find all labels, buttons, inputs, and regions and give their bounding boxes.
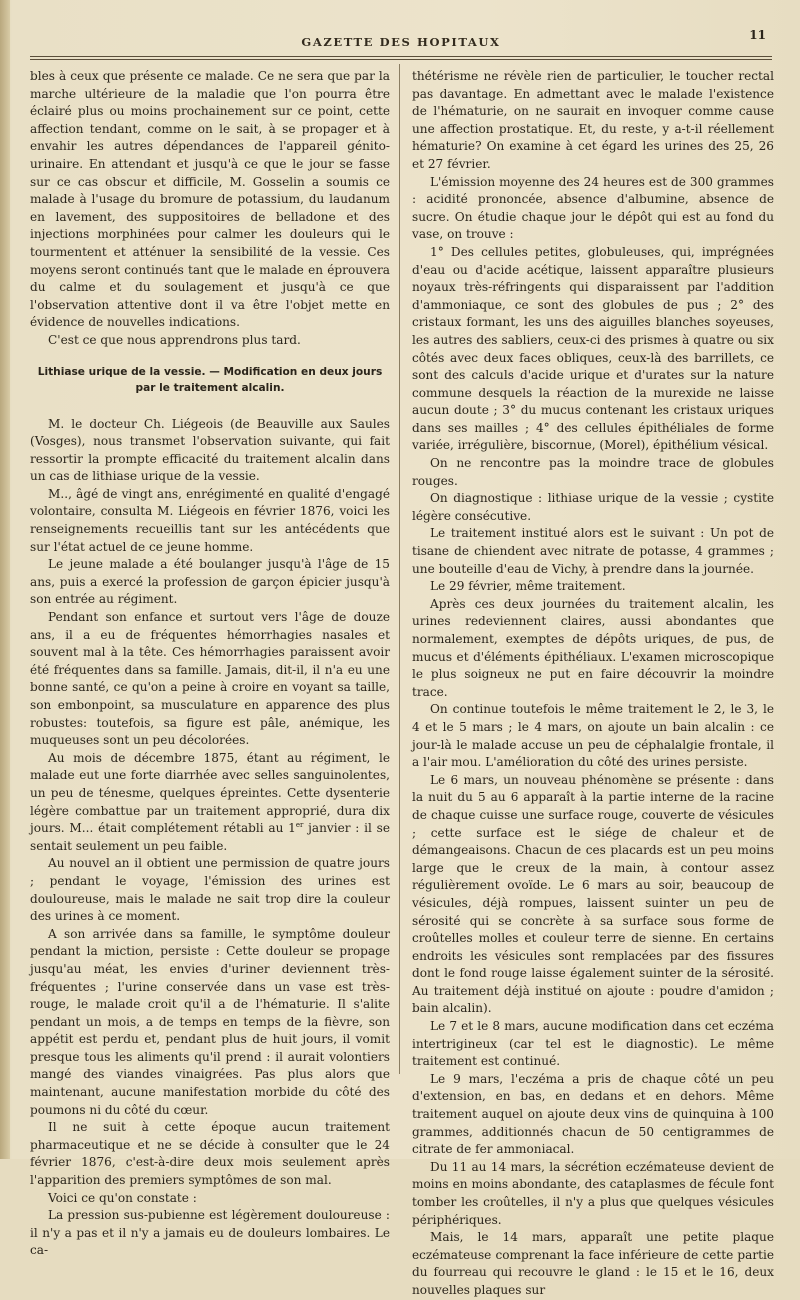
paragraph: Voici ce qu'on constate : [48, 1190, 197, 1205]
paragraph: On diagnostique : lithiase urique de la vessie ; cystite légère consécutive. [412, 491, 774, 523]
paragraph: L'émission moyenne des 24 heures est de 300 grammes : acidité prononcée, absence d'albumine, absence de sucre. On étudie chaque jour le dépôt qui est au fond du vase, on trouve : [412, 174, 774, 242]
left-column [30, 68, 390, 1260]
paragraph: Le 9 mars, l'eczéma a pris de chaque côté un peu d'extension, en bas, en dedans et en dehors. Même traitement auquel on ajoute deux vins de quinquina à 100 grammes, additionnés chacun de 50 centigrammes de citrate de fer ammoniacal. [412, 1071, 774, 1157]
section-heading-line: par le traitement alcalin. [135, 381, 285, 394]
page-number: 11 [749, 28, 766, 42]
binding-edge [0, 0, 10, 1159]
header-rule-double [30, 59, 772, 60]
paragraph: On continue toutefois le même traitement le 2, le 3, le 4 et le 5 mars ; le 4 mars, on ajoute un bain alcalin : ce jour-là le malade accuse un peu de céphalalgie frontale, il a l'air mou. L'amélioration du côté des urines persiste. [412, 702, 774, 770]
right-column [412, 68, 774, 1300]
paragraph: Le traitement institué alors est le suivant : Un pot de tisane de chiendent avec nitrate de potasse, 4 grammes ; une bouteille d'eau de Vichy, à prendre dans la journée. [412, 526, 774, 576]
text-run: janvier : il se sentait seulement un peu faible. [30, 821, 390, 853]
page-header [30, 28, 772, 56]
paragraph: C'est ce que nous apprendrons plus tard. [48, 332, 301, 347]
paragraph: M.., âgé de vingt ans, enrégimenté en qualité d'engagé volontaire, consulta M. Liégeois en février 1876, voici les renseignements recueillis tant sur les antécédents que sur l'état actuel de ce jeune homme. [30, 486, 390, 554]
paragraph: On ne rencontre pas la moindre trace de globules rouges. [412, 456, 774, 488]
paragraph: bles à ceux que présente ce malade. Ce ne sera que par la marche ultérieure de la maladie que l'on pourra être éclairé plus ou moins prochainement sur ce point, cette affection tendant, comme on le sait, à se propager et à envahir les autres dépendances de l'appareil génito-urinaire. En attendant et jusqu'à ce que le jour se fasse sur ce cas obscur et difficile, M. Gosselin a soumis ce malade à l'usage du bromure de potassium, du laudanum en lavement, des suppositoires de belladone et des injections morphinées pour calmer les douleurs qui le tourmentent et atténuer la sensibilité de la vessie. Ces moyens seront continués tant que le malade en éprouvera du calme et du soulagement et jusqu'à ce que l'observation attentive dont il va être l'objet mette en évidence de nouvelles indications. [30, 69, 390, 330]
paragraph: Après ces deux journées du traitement alcalin, les urines redeviennent claires, aussi abondantes que normalement, exemptes de dépôts uriques, de pus, de mucus et d'éléments épithéliaux. L'examen microscopique le plus soigneux ne put en faire découvrir la moindre trace. [412, 596, 774, 699]
paragraph [30, 750, 390, 856]
journal-title: GAZETTE DES HOPITAUX [301, 35, 501, 49]
column-divider [399, 64, 400, 1074]
paragraph: thétérisme ne révèle rien de particulier, le toucher rectal pas davantage. En admettant avec le malade l'existence de l'hématurie, on ne saurait en invoquer comme cause une affection prostatique. Et, du reste, y a-t-il réellement hématurie? On examine à cet égard les urines des 25, 26 et 27 février. [412, 69, 774, 171]
paragraph: 1° Des cellules petites, globuleuses, qui, imprégnées d'eau ou d'acide acétique, laissent apparaître plusieurs noyaux très-réfringents qui disparaissent par l'addition d'ammoniaque, ce sont des globules de pus ; 2° des cristaux formant, les uns des aiguilles blanches soyeuses, les autres des sabliers, ceux-ci des prismes à quatre ou six côtés avec deux faces obliques, ceux-là des barrillets, ce sont des calculs d'acide urique et d'urates sur la nature commune desquels la réaction de la murexide ne laisse aucun doute ; 3° du mucus contenant les cristaux uriques dans ses mailles ; 4° des cellules épithéliales de forme variée, irrégulière, biscornue, (Morel), épithélium vésical. [412, 244, 774, 453]
paragraph: Le 29 février, même traitement. [430, 579, 626, 594]
section-heading [30, 364, 390, 396]
superscript: er [295, 821, 304, 830]
paragraph: Le 6 mars, un nouveau phénomène se présente : dans la nuit du 5 au 6 apparaît à la partie interne de la racine de chaque cuisse une surface rouge, couverte de vésicules ; cette surface est le siége de chaleur et de démangeaisons. Chacun de ces placards est un peu moins large que le creux de la main, à contour assez régulièrement ovoïde. Le 6 mars au soir, beaucoup de vésicules, déjà rompues, laissent suinter un peu de sérosité qui se concrète à sa surface sous forme de croûtelles molles et couleur terre de sienne. En certains endroits les vésicules sont remplacées par des fissures dont le fond rouge laisse également suinter de la sérosité. Au traitement déjà institué on ajoute : poudre d'amidon ; bain alcalin). [412, 772, 774, 1016]
section-heading-line: Lithiase urique de la vessie. — Modification en deux jours [37, 365, 383, 378]
header-rule [30, 56, 772, 57]
paragraph: M. le docteur Ch. Liégeois (de Beauville aux Saules (Vosges), nous transmet l'observation suivante, qui fait ressortir la prompte efficacité du traitement alcalin dans un cas de lithiase urique de la vessie. [30, 416, 390, 484]
paragraph: Pendant son enfance et surtout vers l'âge de douze ans, il a eu de fréquentes hémorrhagies nasales et souvent mal à la tête. Ces hémorrhagies paraissent avoir été fréquentes dans sa famille. Jamais, dit-il, il n'a eu une bonne santé, ce qu'on a peine à croire en voyant sa taille, son embonpoint, sa musculature en apparence des plus robustes: toutefois, sa figure est pâle, anémique, les muqueuses sont un peu décolorées. [30, 610, 390, 748]
paragraph: Du 11 au 14 mars, la sécrétion eczémateuse devient de moins en moins abondante, des cataplasmes de fécule font tomber les croûtelles, il n'y a plus que quelques vésicules périphériques. [412, 1159, 774, 1227]
paragraph: La pression sus-pubienne est légèrement douloureuse : il n'y a pas et il n'y a jamais eu de douleurs lombaires. Le ca- [30, 1208, 390, 1258]
paragraph: Le 7 et le 8 mars, aucune modification dans cet eczéma intertrigineux (car tel est le diagnostic). Le même traitement est continué. [412, 1019, 774, 1069]
paragraph: A son arrivée dans sa famille, le symptôme douleur pendant la miction, persiste : Cette douleur se propage jusqu'au méat, les envies d'uriner deviennent très-fréquentes ; l'urine conservée dans un vase est très-rouge, le malade croit qu'il a de l'hématurie. Il s'alite pendant un mois, a de temps en temps de la fièvre, son appétit est perdu et, pendant plus de huit jours, il vomit presque tous les aliments qu'il prend : il aurait volontiers mangé des viandes vinaigrées. Pas plus alors que maintenant, aucune manifestation morbide du côté des poumons ni du côté du cœur. [30, 926, 390, 1117]
text-run: Au mois de décembre 1875, étant au régiment, le malade eut une forte diarrhée avec selles sanguinolentes, un peu de ténesme, quelques épreintes. Cette dysenterie légère combattue par un traitement approprié, dura dix jours. M... était complétement rétabli au 1 [30, 750, 390, 836]
paragraph: Le jeune malade a été boulanger jusqu'à l'âge de 15 ans, puis a exercé la profession de garçon épicier jusqu'à son entrée au régiment. [30, 557, 390, 607]
paragraph: Il ne suit à cette époque aucun traitement pharmaceutique et ne se décide à consulter que le 24 février 1876, c'est-à-dire deux mois seulement après l'apparition des premiers symptômes de son mal. [30, 1120, 390, 1188]
paragraph: Mais, le 14 mars, apparaît une petite plaque eczémateuse comprenant la face inférieure de cette partie du fourreau qui recouvre le gland : le 15 et le 16, deux nouvelles plaques sur [412, 1230, 774, 1297]
paragraph: Au nouvel an il obtient une permission de quatre jours ; pendant le voyage, l'émission des urines est douloureuse, mais le malade ne sait trop dire la couleur des urines à ce moment. [30, 856, 390, 924]
